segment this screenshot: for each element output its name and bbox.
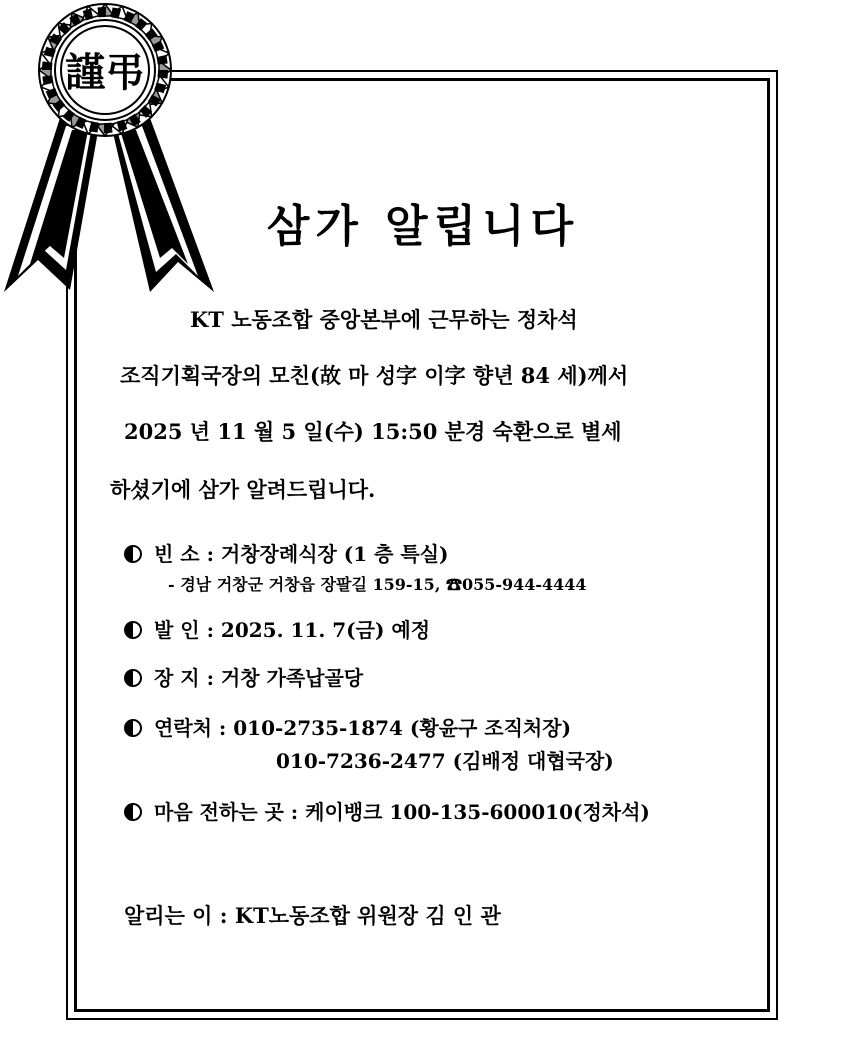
half-circle-bullet-icon (124, 719, 142, 737)
half-circle-bullet-icon (124, 545, 142, 563)
funeral-hall-address: - 경남 거창군 거창읍 장팔길 159-15, ☎055-944-4444 (168, 575, 587, 594)
funeral-hall-item (124, 538, 449, 567)
account-item (124, 796, 650, 825)
contact-text-1: 연락처 : 010-2735-1874 (황윤구 조직처장) (154, 716, 572, 740)
departure-text: 발 인 : 2025. 11. 7(금) 예정 (154, 618, 431, 642)
paragraph-line-4: 하셨기에 삼가 알려드립니다. (110, 477, 376, 502)
paragraph-line-3: 2025 년 11 월 5 일(수) 15:50 분경 숙환으로 별세 (124, 419, 622, 444)
paragraph-line-2: 조직기획국장의 모친(故 마 성字 이字 향년 84 세)께서 (120, 363, 629, 388)
half-circle-bullet-icon (124, 669, 142, 687)
contact-text-2: 010-7236-2477 (김배정 대협국장) (276, 749, 614, 773)
funeral-rosette-ribbon-icon (0, 0, 240, 300)
half-circle-bullet-icon (124, 803, 142, 821)
notifier: 알리는 이 : KT노동조합 위원장 김 인 관 (124, 903, 501, 928)
burial-place-text: 장 지 : 거창 가족납골당 (154, 666, 364, 690)
account-text: 마음 전하는 곳 : 케이뱅크 100-135-600010(정차석) (154, 800, 650, 824)
funeral-hall-text: 빈 소 : 거창장례식장 (1 층 특실) (154, 542, 449, 566)
half-circle-bullet-icon (124, 621, 142, 639)
badge-text: 謹弔 (65, 49, 145, 96)
contact-item (124, 712, 571, 741)
paragraph-line-1: KT 노동조합 중앙본부에 근무하는 정차석 (190, 307, 578, 332)
departure-item (124, 614, 430, 643)
page-title: 삼가 알립니다 (266, 201, 580, 252)
burial-place-item (124, 662, 363, 691)
